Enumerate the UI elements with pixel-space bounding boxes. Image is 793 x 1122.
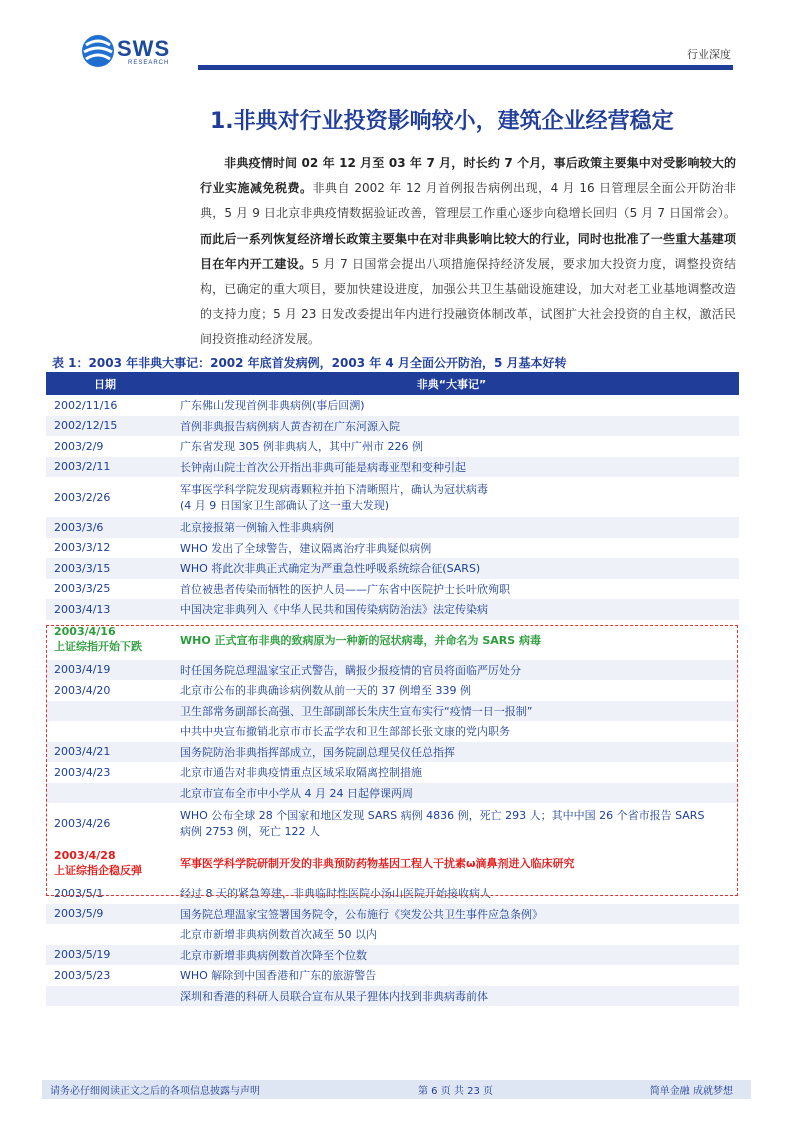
row-date-text: 2003/4/28 <box>54 848 116 862</box>
table-row <box>46 680 739 701</box>
row-event-text: 中共中央宣布撤销北京市市长孟学农和卫生部部长张文康的党内职务 <box>180 725 510 739</box>
row-date-text: 2003/4/20 <box>54 683 111 697</box>
table-row <box>46 660 739 681</box>
row-date <box>46 436 164 457</box>
table-header-row <box>46 372 739 395</box>
row-event-text: 北京市新增非典病例数首次减至 50 以内 <box>180 928 377 942</box>
row-event-text: 北京市新增非典病例数首次降至个位数 <box>180 948 367 962</box>
row-event-text: WHO 解除到中国香港和广东的旅游警告 <box>180 969 377 983</box>
paragraph-bold-2: 而此后一系列恢复经济增长政策主要集中在对非典影响比较大的行业，同时也批准了一些重大基建项目在年内开工建设。 <box>200 231 736 271</box>
table-row <box>46 762 739 783</box>
table-body <box>46 395 739 1006</box>
row-date <box>46 416 164 437</box>
row-date-note: 上证综指企稳反弹 <box>54 863 142 877</box>
row-date-text: 2003/3/15 <box>54 561 111 575</box>
table-row <box>46 457 739 478</box>
footer-slogan: 简单金融 成就梦想 <box>649 1086 733 1097</box>
header-category-label: 行业深度 <box>687 48 731 61</box>
row-date-text: 2003/2/11 <box>54 460 111 474</box>
row-date <box>46 762 164 783</box>
row-date <box>46 538 164 559</box>
row-event <box>164 762 739 783</box>
row-event-text: 广东佛山发现首例非典病例(事后回溯) <box>180 399 365 413</box>
row-date <box>46 660 164 681</box>
table-row <box>46 517 739 538</box>
table-row <box>46 986 739 1007</box>
table-row <box>46 558 739 579</box>
table-row <box>46 904 739 925</box>
table-caption: 表 1：2003 年非典大事记：2002 年底首发病例，2003 年 4 月全面公开防治，5 月基本好转 <box>52 356 567 370</box>
paragraph-text-2: 5 月 7 日国常会提出八项措施保持经济发展，要求加大投资力度，调整投资结构，已确定的重大项目，要加快建设进度，加强公共卫生基础设施建设，加大对老工业基地调整改造的支持力度；5 月 23 日发改委提出年内进行投融资体制改革，试图扩大社会投资的自主权，激活民间投资推动经济发展。 <box>200 256 736 347</box>
row-event <box>164 742 739 763</box>
row-event-text: WHO 发出了全球警告，建议隔离治疗非典疑似病例 <box>180 541 432 555</box>
table-row <box>46 416 739 437</box>
row-event <box>164 924 739 945</box>
row-event-text: WHO 正式宣布非典的致病原为一种新的冠状病毒，并命名为 SARS 病毒 <box>180 633 542 647</box>
row-event-text-cont: 病例 2753 例，死亡 122 人 <box>180 825 320 838</box>
table-row <box>46 945 739 966</box>
row-event <box>164 660 739 681</box>
table-row <box>46 843 739 883</box>
row-event-text: 国务院总理温家宝签署国务院令，公布施行《突发公共卫生事件应急条例》 <box>180 907 543 921</box>
row-event <box>164 436 739 457</box>
row-date <box>46 395 164 416</box>
row-date <box>46 843 164 883</box>
paragraph-bold-lead: 非典疫情时间 02 年 12 月至 03 年 7 月，时长约 7 个月，事后政策主要集中对受影响较大的行业实施减免税费。 <box>200 156 736 196</box>
row-date-text: 2003/3/6 <box>54 520 104 534</box>
row-date-text: 2003/4/16 <box>54 625 116 638</box>
footer-disclaimer: 请务必仔细阅读正文之后的各项信息披露与声明 <box>50 1086 260 1097</box>
table-row <box>46 620 739 660</box>
body-paragraph <box>200 151 736 353</box>
table-row <box>46 924 739 945</box>
row-event-text: 军事医学科学院研制开发的非典预防药物基因工程人干扰素ω滴鼻剂进入临床研究 <box>180 857 575 870</box>
row-event-text: 深圳和香港的科研人员联合宣布从果子狸体内找到非典病毒前体 <box>180 989 488 1003</box>
row-date-text: 2003/5/19 <box>54 948 111 962</box>
row-event <box>164 904 739 925</box>
row-date <box>46 680 164 701</box>
row-event <box>164 558 739 579</box>
row-date <box>46 924 164 945</box>
row-event-text: 北京接报第一例输入性非典病例 <box>180 521 334 535</box>
row-date-text: 2003/2/9 <box>54 439 104 453</box>
row-event-text: 长钟南山院士首次公开指出非典可能是病毒亚型和变种引起 <box>180 460 466 474</box>
table-row <box>46 538 739 559</box>
table-row <box>46 395 739 416</box>
row-event <box>164 599 739 620</box>
row-date <box>46 783 164 804</box>
table-row <box>46 783 739 804</box>
table-row <box>46 477 739 517</box>
table-row <box>46 803 739 843</box>
row-date-text: 2003/4/13 <box>54 602 111 616</box>
row-date <box>46 803 164 843</box>
row-event-text: WHO 将此次非典正式确定为严重急性呼吸系统综合征(SARS) <box>180 562 481 576</box>
row-date <box>46 558 164 579</box>
row-date <box>46 517 164 538</box>
row-event-text: WHO 公布全球 28 个国家和地区发现 SARS 病例 4836 例，死亡 293 人；其中中国 26 个省市报告 SARS <box>180 809 705 822</box>
row-date <box>46 599 164 620</box>
table-row <box>46 965 739 986</box>
row-event <box>164 721 739 742</box>
footer-page-number: 第 6 页 共 23 页 <box>418 1086 493 1097</box>
row-date-text: 2003/5/23 <box>54 968 111 982</box>
row-event <box>164 986 739 1007</box>
row-event <box>164 803 739 843</box>
row-date-text: 2003/2/26 <box>54 490 111 504</box>
row-event-text: 首位被患者传染而牺牲的医护人员——广东省中医院护士长叶欣殉职 <box>180 582 510 596</box>
logo-subtext: RESEARCH <box>128 60 170 66</box>
row-event <box>164 945 739 966</box>
logo-text: SWS <box>117 36 171 61</box>
row-event <box>164 457 739 478</box>
column-header-date: 日期 <box>46 372 164 395</box>
row-date-text: 2003/3/25 <box>54 582 111 596</box>
row-event-text: 卫生部常务副部长高强、卫生部副部长朱庆生宣布实行“疫情一日一报制” <box>180 704 533 718</box>
row-date <box>46 945 164 966</box>
header-divider <box>198 65 733 70</box>
row-date-text: 2003/5/9 <box>54 907 104 921</box>
row-event-text: 广东省发现 305 例非典病人，其中广州市 226 例 <box>180 440 423 454</box>
table-row <box>46 436 739 457</box>
row-event <box>164 883 739 904</box>
row-date-text: 2003/3/12 <box>54 541 111 555</box>
table-row <box>46 579 739 600</box>
table-row <box>46 701 739 722</box>
row-event-text: 中国决定非典列入《中华人民共和国传染病防治法》法定传染病 <box>180 603 488 617</box>
row-event <box>164 620 739 660</box>
row-date-text: 2003/4/23 <box>54 765 111 779</box>
row-event-text-cont: (4 月 9 日国家卫生部确认了这一重大发现) <box>180 499 390 512</box>
row-event <box>164 416 739 437</box>
row-event <box>164 965 739 986</box>
row-event <box>164 477 739 517</box>
table-row <box>46 721 739 742</box>
row-event-text: 北京市通告对非典疫情重点区域采取隔离控制措施 <box>180 766 422 780</box>
row-date <box>46 904 164 925</box>
row-event-text: 国务院防治非典指挥部成立，国务院副总理吴仪任总指挥 <box>180 745 455 759</box>
row-event <box>164 680 739 701</box>
row-date-text: 2003/4/19 <box>54 663 111 677</box>
row-date <box>46 721 164 742</box>
row-event-text: 首例非典报告病例病人黄杏初在广东河源入院 <box>180 419 400 433</box>
row-date <box>46 457 164 478</box>
section-title: 1.非典对行业投资影响较小，建筑企业经营稳定 <box>210 109 674 134</box>
row-date-text: 2003/4/21 <box>54 745 111 759</box>
table-row <box>46 742 739 763</box>
events-table <box>46 372 739 1006</box>
row-event-text: 军事医学科学院发现病毒颗粒并拍下清晰照片，确认为冠状病毒 <box>180 483 488 496</box>
row-event-text: 北京市宣布全市中小学从 4 月 24 日起停课两周 <box>180 786 413 800</box>
row-date <box>46 965 164 986</box>
row-event <box>164 538 739 559</box>
row-event-text: 北京市公布的非典确诊病例数从前一天的 37 例增至 339 例 <box>180 684 471 698</box>
row-event <box>164 579 739 600</box>
table-row <box>46 599 739 620</box>
row-date-text: 2002/12/15 <box>54 419 118 433</box>
row-event <box>164 701 739 722</box>
table-row <box>46 883 739 904</box>
row-date-text: 2003/4/26 <box>54 816 111 830</box>
row-date <box>46 477 164 517</box>
row-event <box>164 395 739 416</box>
row-date <box>46 986 164 1007</box>
row-event-text: 时任国务院总理温家宝正式警告，瞒报少报疫情的官员将面临严厉处分 <box>180 663 521 677</box>
row-event <box>164 517 739 538</box>
row-date <box>46 883 164 904</box>
row-date <box>46 701 164 722</box>
row-date-text: 2002/11/16 <box>54 398 118 412</box>
row-date-text: 2003/5/1 <box>54 886 104 900</box>
row-date <box>46 620 164 660</box>
column-header-event: 非典“大事记” <box>164 372 739 395</box>
row-date-note: 上证综指开始下跌 <box>54 640 142 653</box>
row-event-text: 经过 8 天的紧急筹建，非典临时性医院小汤山医院开始接收病人 <box>180 887 491 901</box>
row-date <box>46 742 164 763</box>
paragraph-text-1: 非典自 2002 年 12 月首例报告病例出现，4 月 16 日管理层全面公开防治非典，5 月 9 日北京非典疫情数据验证改善，管理层工作重心逐步向稳增长回归（5 月 7 日国常会）。 <box>200 181 736 221</box>
row-event <box>164 843 739 883</box>
row-event <box>164 783 739 804</box>
row-date <box>46 579 164 600</box>
